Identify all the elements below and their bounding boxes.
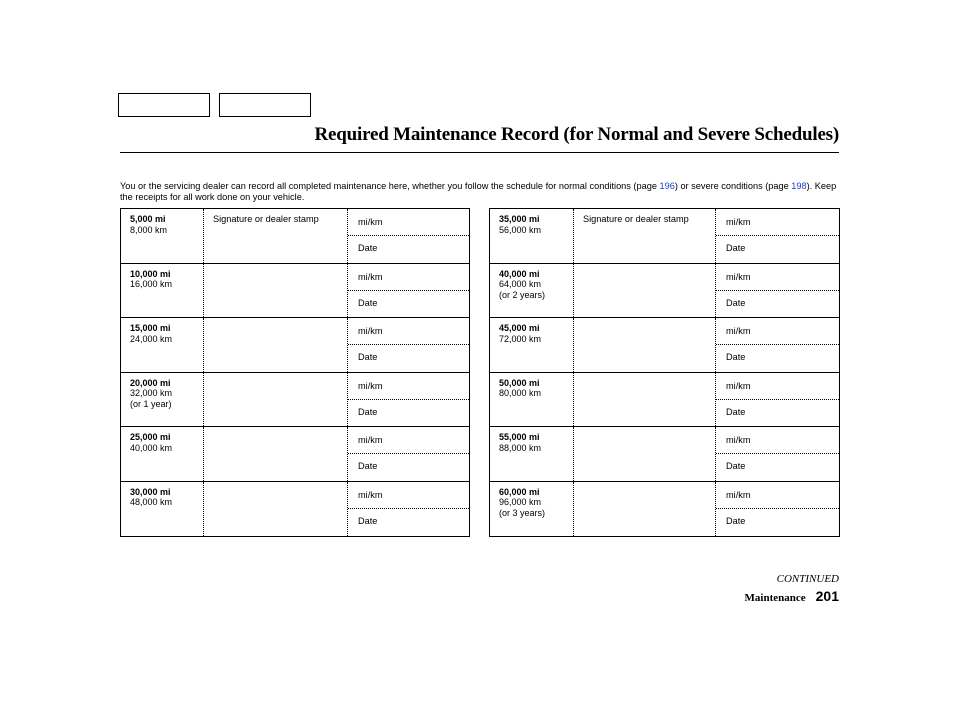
mileage-mi: 55,000 mi	[499, 432, 540, 442]
mileage-mi: 25,000 mi	[130, 432, 171, 442]
date-label: Date	[358, 243, 378, 253]
entry-cell	[716, 427, 839, 481]
title-rule	[120, 152, 839, 153]
intro-text-3: ). Keep the receipts for all work done on your vehicle.	[120, 181, 837, 202]
mikm-label: mi/km	[726, 326, 751, 336]
date-entry-field[interactable]	[348, 236, 469, 263]
date-label: Date	[726, 297, 746, 308]
mileage-entry-field[interactable]	[348, 209, 469, 236]
mileage-entry-field[interactable]	[716, 482, 839, 509]
mileage-cell	[490, 373, 574, 427]
interval-time: (or 1 year)	[130, 398, 172, 409]
date-entry-field[interactable]	[716, 291, 839, 318]
date-entry-field[interactable]	[348, 400, 469, 427]
mileage-cell	[490, 264, 574, 318]
mikm-label: mi/km	[358, 326, 383, 336]
mileage-km: 72,000 km	[499, 333, 542, 344]
mikm-label: mi/km	[726, 380, 751, 391]
entry-cell	[716, 482, 839, 537]
page-footer	[745, 588, 839, 606]
mileage-cell	[121, 373, 204, 427]
date-label: Date	[726, 461, 746, 471]
mileage-mi: 40,000 mi	[499, 268, 540, 279]
entry-cell	[348, 482, 469, 537]
mileage-cell	[121, 318, 204, 372]
mileage-km: 80,000 km	[499, 388, 542, 398]
maintenance-table-right	[489, 208, 840, 537]
date-entry-field[interactable]	[716, 236, 839, 263]
record-row	[121, 482, 469, 537]
mileage-cell	[490, 209, 574, 263]
mileage-mi: 60,000 mi	[499, 486, 540, 497]
signature-cell[interactable]	[204, 373, 348, 427]
signature-cell[interactable]	[204, 209, 348, 263]
record-row	[490, 209, 839, 264]
page-link-196[interactable]: 196	[659, 181, 675, 191]
date-label: Date	[358, 406, 378, 417]
mileage-entry-field[interactable]	[348, 427, 469, 454]
signature-label: Signature or dealer stamp	[213, 214, 319, 224]
date-label: Date	[726, 243, 746, 253]
mileage-km: 16,000 km	[130, 279, 173, 289]
record-row	[121, 373, 469, 428]
date-label: Date	[726, 352, 746, 362]
record-row	[490, 482, 839, 537]
mileage-km: 32,000 km	[130, 388, 173, 398]
mikm-label: mi/km	[358, 271, 383, 282]
mileage-mi: 30,000 mi	[130, 486, 171, 497]
date-label: Date	[358, 297, 378, 308]
header-tab-box-2	[219, 93, 311, 117]
date-entry-field[interactable]	[348, 509, 469, 537]
date-entry-field[interactable]	[348, 454, 469, 481]
mileage-km: 56,000 km	[499, 224, 542, 235]
record-row	[490, 318, 839, 373]
entry-cell	[348, 373, 469, 427]
mileage-entry-field[interactable]	[348, 373, 469, 400]
mikm-label: mi/km	[726, 489, 751, 500]
intro-text-2: ) or severe conditions (page	[674, 181, 792, 191]
mileage-entry-field[interactable]	[716, 209, 839, 236]
maintenance-table-left	[120, 208, 470, 537]
mileage-mi: 35,000 mi	[499, 214, 540, 224]
date-entry-field[interactable]	[716, 509, 839, 537]
date-entry-field[interactable]	[348, 345, 469, 372]
intro-paragraph	[120, 181, 840, 203]
entry-cell	[348, 209, 469, 263]
signature-cell[interactable]	[574, 373, 716, 427]
mikm-label: mi/km	[726, 217, 751, 227]
signature-cell[interactable]	[574, 427, 716, 481]
mikm-label: mi/km	[726, 271, 751, 282]
record-row	[121, 264, 469, 319]
date-entry-field[interactable]	[716, 345, 839, 372]
page-title: Required Maintenance Record (for Normal and Severe Schedules)	[314, 124, 839, 145]
mileage-km: 88,000 km	[499, 442, 542, 453]
interval-time: (or 3 years)	[499, 507, 546, 518]
mileage-km: 8,000 km	[130, 224, 168, 235]
signature-cell[interactable]	[574, 482, 716, 537]
interval-time: (or 2 years)	[499, 289, 546, 300]
mileage-km: 48,000 km	[130, 497, 173, 507]
signature-cell[interactable]	[204, 482, 348, 537]
mileage-entry-field[interactable]	[716, 427, 839, 454]
mileage-cell	[121, 209, 204, 263]
mileage-entry-field[interactable]	[348, 318, 469, 345]
entry-cell	[716, 318, 839, 372]
mikm-label: mi/km	[726, 435, 751, 445]
mikm-label: mi/km	[358, 380, 383, 391]
record-row	[490, 373, 839, 428]
record-row	[121, 318, 469, 373]
signature-cell[interactable]	[574, 209, 716, 263]
mileage-cell	[490, 318, 574, 372]
mileage-entry-field[interactable]	[348, 264, 469, 291]
record-row	[121, 209, 469, 264]
mileage-km: 96,000 km	[499, 497, 542, 507]
continued-label: CONTINUED	[776, 573, 839, 585]
entry-cell	[348, 427, 469, 481]
mileage-mi: 10,000 mi	[130, 268, 171, 279]
mileage-mi: 20,000 mi	[130, 377, 171, 388]
section-name: Maintenance	[744, 592, 806, 604]
signature-cell[interactable]	[204, 318, 348, 372]
mileage-entry-field[interactable]	[348, 482, 469, 509]
date-entry-field[interactable]	[716, 454, 839, 481]
entry-cell	[348, 264, 469, 318]
mileage-km: 24,000 km	[130, 333, 173, 344]
record-row	[490, 264, 839, 319]
entry-cell	[716, 209, 839, 263]
signature-cell[interactable]	[574, 318, 716, 372]
mikm-label: mi/km	[358, 489, 383, 500]
mileage-km: 64,000 km	[499, 279, 542, 289]
intro-text-1: You or the servicing dealer can record all completed maintenance here, whether you follow the schedule for normal conditions (page	[120, 181, 660, 191]
date-label: Date	[358, 515, 378, 526]
date-label: Date	[358, 352, 378, 362]
entry-cell	[716, 373, 839, 427]
signature-cell[interactable]	[574, 264, 716, 318]
mikm-label: mi/km	[358, 435, 383, 445]
mileage-mi: 50,000 mi	[499, 377, 540, 388]
mileage-entry-field[interactable]	[716, 264, 839, 291]
mileage-cell	[121, 482, 204, 537]
page-link-198[interactable]: 198	[791, 181, 807, 191]
mileage-cell	[121, 264, 204, 318]
mileage-entry-field[interactable]	[716, 373, 839, 400]
header-tab-box-1	[118, 93, 210, 117]
mileage-mi: 15,000 mi	[130, 323, 171, 333]
mileage-mi: 5,000 mi	[130, 214, 166, 224]
entry-cell	[348, 318, 469, 372]
date-label: Date	[358, 461, 378, 471]
entry-cell	[716, 264, 839, 318]
mileage-km: 40,000 km	[130, 442, 173, 453]
date-entry-field[interactable]	[716, 400, 839, 427]
mileage-entry-field[interactable]	[716, 318, 839, 345]
mileage-cell	[121, 427, 204, 481]
date-label: Date	[726, 406, 746, 417]
mikm-label: mi/km	[358, 217, 383, 227]
date-entry-field[interactable]	[348, 291, 469, 318]
mileage-cell	[490, 482, 574, 537]
page-number: 201	[815, 588, 839, 604]
signature-cell[interactable]	[204, 427, 348, 481]
signature-label: Signature or dealer stamp	[583, 214, 689, 224]
mileage-mi: 45,000 mi	[499, 323, 540, 333]
date-label: Date	[726, 515, 746, 526]
signature-cell[interactable]	[204, 264, 348, 318]
record-row	[490, 427, 839, 482]
record-row	[121, 427, 469, 482]
mileage-cell	[490, 427, 574, 481]
